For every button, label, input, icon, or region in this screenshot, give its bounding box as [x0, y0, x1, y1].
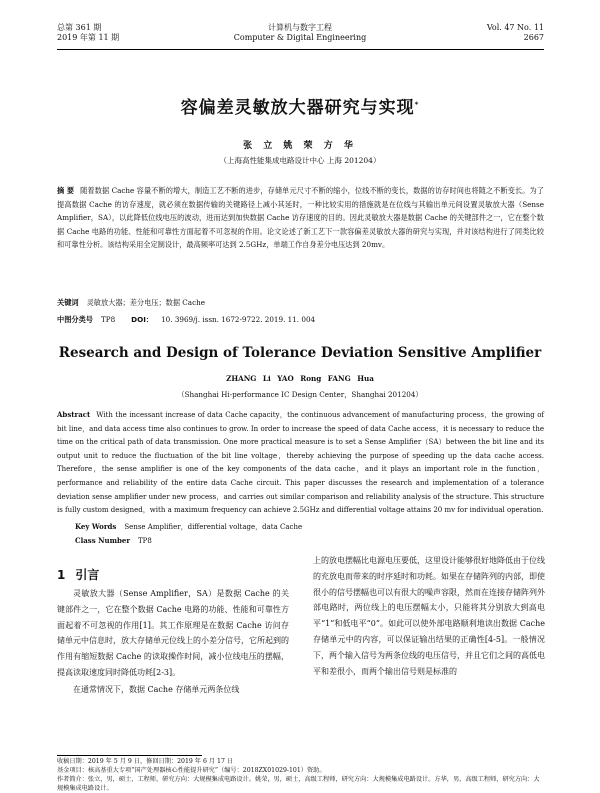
keywords-en-text: Sense Amplifier，differential voltage，data Cache [124, 523, 303, 531]
keywords-cn-text: 灵敏放大器；差分电压；数据 Cache [86, 298, 205, 307]
keywords-cn [57, 298, 544, 308]
keywords-en [75, 522, 545, 532]
body-column-right [313, 553, 545, 679]
running-header-right [487, 23, 544, 43]
journal-name-en: Computer & Digital Engineering [233, 33, 367, 42]
keywords-en-label: Key Words [75, 522, 117, 531]
doi-label: DOI： [131, 315, 154, 324]
abstract-cn-text: 随着数据 Cache 容量不断的增大，制造工艺不断的进步，存储单元尺寸不断的缩小，位线不断的变长，数据的访存时间也将随之不断变长。为了提高数据 Cache 的访存速度，就必须在数据传输的关键路径上减小其延时，一种比较实用的措施就是在位线与其输出单元间设置灵敏放大器（Sense Amplifier，SA），以此降低位线电压的波动，进而达到加快数据 Cache 访存速度的目的。因此灵敏放大器是数据 Cache 的关键部件之一，它在整个数据 Cache 电路的功能、性能和可靠性方面起着不可忽视的作用。论文论述了新工艺下一款容偏差灵敏放大器的研究与实现，并对该结构进行了同类比较和可靠性分析。该结构采用全定制设计，最高频率可达到 2.5GHz，单端工作自身差分电压达到 20mv。 [57, 186, 544, 250]
keywords-cn-label: 关键词 [57, 298, 79, 307]
issue-number: 总第 361 期 [57, 23, 102, 32]
footnote-fund: 基金项目：核高基重大专项“国产处理器核心性能提升研究”（编号：2018ZX01029-101）资助。 [57, 767, 326, 774]
abstract-en [57, 408, 544, 518]
doi-value: 10. 3969/j. issn. 1672-9722. 2019. 11. 004 [161, 315, 316, 324]
abstract-en-text: With the incessant increase of data Cache capacity，the continuous advancement of manufacturing process，the growing of bit line，and data access time also continues to grow. In order to increase the speed of data Cache access，it is necessary to reduce the time on the critical path of data transmission. One more practical measure is to set a Sense Amplifier（SA）between the bit line and its output unit to reduce the fluctuation of the bit line voltage，thereby achieving the purpose of speeding up the data cache access. Therefore，the sense amplifier is one of the key components of the data cache，and it plays an important role in the function，performance and reliability of the entire data Cache circuit. This paper discusses the research and implementation of a tolerance deviation sense amplifier under new process，and carries out similar comparison and reliability analysis of the structure. This structure is fully custom designed，with a maximum frequency can achieve 2.5GHz and differential voltage attains 20 mv for individual operation. [57, 411, 544, 515]
affiliation-en: （Shanghai Hi-performance IC Design Center，Shanghai 201204） [177, 390, 423, 399]
body-paragraph: 灵敏放大器（Sense Amplifier，SA）是数据 Cache 的关键部件之一，它在整个数据 Cache 电路的功能、性能和可靠性方面起着不可忽视的作用[1]。其工作原理是在数据 Cache 访问存储单元中信息时，放大存储单元位线上的小差分信号，它所起到的作用有缩短数据 Cache 的读取操作时间，减小位线电压的摆幅，提高读取速度同时降低功耗[2-3]。 [57, 589, 289, 677]
abstract-cn-label: 摘 要 [57, 186, 75, 195]
abstract-cn [57, 184, 544, 252]
header-rule [57, 49, 544, 50]
body-column-left [57, 586, 289, 698]
footnote-received: 收稿日期：2019 年 5 月 9 日，修回日期：2019 年 6 月 17 日 [57, 758, 234, 765]
classification-en-code: TP8 [138, 537, 152, 545]
authors-cn: 张 立 姚 荣 方 华 [243, 141, 357, 151]
classification-cn [57, 315, 544, 325]
paper-title-en: Research and Design of Tolerance Deviation Sensitive Amplifier [58, 345, 542, 361]
abstract-en-label: Abstract [57, 410, 91, 419]
classification-cn-code: TP8 [100, 315, 116, 324]
paper-title-cn: 容偏差灵敏放大器研究与实现* [180, 98, 420, 118]
body-paragraph: 上的放电摆幅比电源电压要低，这里设计能够很好地降低由于位线的充放电而带来的时序延时和功耗。如果在存储阵列的内部，即使很小的信号摆幅也可以有很大的噪声容限，然而在连接存储阵列外部电路时，两位线上的电压摆幅太小，只能将其分别放大到高电平“1”和低电平“0”。如此可以使外部电路顺利地读出数据 Cache 存储单元中的内容，可以保证输出结果的正确性[4-5]。一般情况下，两个输入信号为两条位线的电压信号，并且它们之间的高低电平和差很小，而两个输出信号则是标准的 [313, 556, 545, 676]
section-number: 1 [57, 568, 66, 582]
footnote-bio: 作者简介：张立，男，硕士，工程师，研究方向：大规模集成电路设计。姚荣，男，硕士，高级工程师，研究方向：大规模集成电路设计。方华，男，高级工程师，研究方向：大规模集成电路设计。 [57, 776, 540, 792]
title-footnote-mark: * [414, 100, 420, 109]
volume-number: Vol. 47 No. 11 [486, 23, 544, 32]
journal-name-cn: 计算机与数字工程 [268, 23, 332, 32]
classification-en [75, 536, 545, 545]
page-number: 2667 [523, 33, 544, 42]
section-title: 引言 [75, 568, 100, 582]
affiliation-cn: （上海高性能集成电路设计中心 上海 201204） [219, 156, 381, 165]
authors-en: ZHANG Li YAO Rong FANG Hua [226, 374, 374, 383]
body-paragraph: 在通常情况下，数据 Cache 存储单元两条位线 [73, 684, 240, 694]
classification-en-label: Class Number [75, 536, 131, 545]
footnote-rule [57, 755, 202, 756]
classification-cn-label: 中图分类号 [57, 315, 93, 324]
year-issue: 2019 年第 11 期 [57, 33, 120, 42]
section-heading [57, 566, 99, 583]
